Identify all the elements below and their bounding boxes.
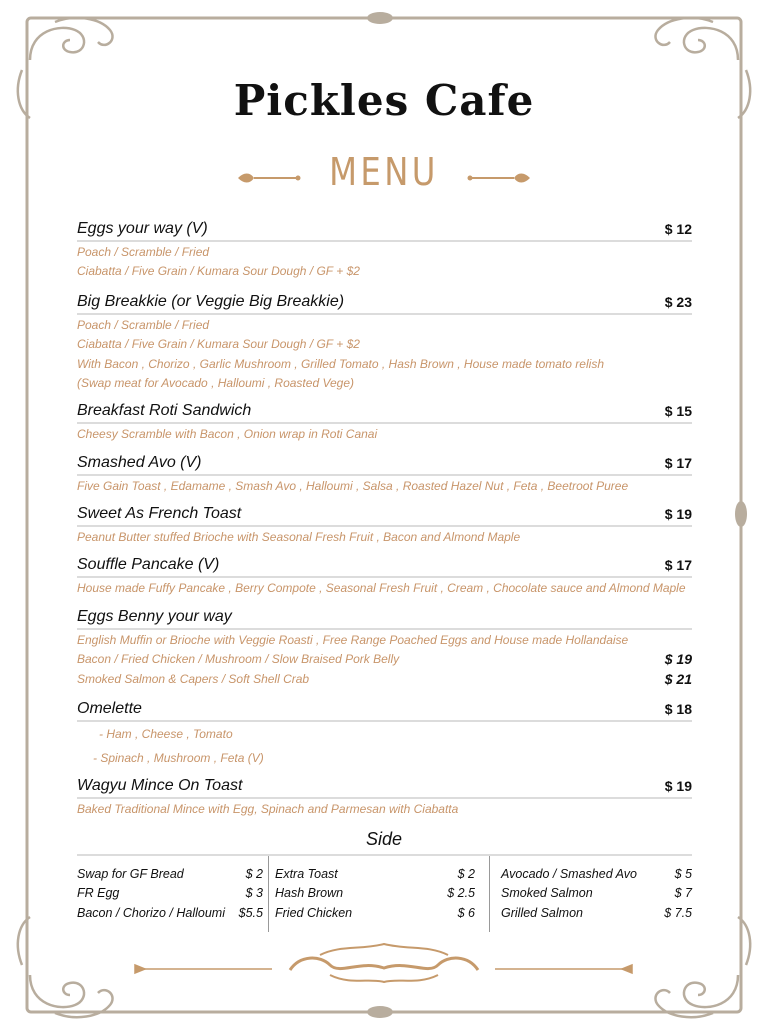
description-text: Poach / Scramble / Fried [77, 244, 210, 259]
description-text: Bacon / Fried Chicken / Mushroom / Slow Braised Pork Belly [77, 652, 400, 667]
item-price: $ 23 [664, 294, 692, 310]
item-name: Souffle Pancake (V) [77, 556, 220, 573]
side-item [275, 903, 475, 923]
side-item-price: $ 2.5 [447, 886, 475, 901]
item-price: $ 15 [664, 403, 692, 419]
side-item-price: $ 7 [674, 886, 692, 901]
side-item-name: Fried Chicken [275, 905, 353, 920]
description-text: Ciabatta / Five Grain / Kumara Sour Dough / GF + $2 [77, 337, 360, 352]
menu-item [77, 606, 692, 689]
side-title: Side [365, 829, 403, 849]
menu-item [77, 503, 692, 547]
side-item-name: Hash Brown [275, 886, 344, 901]
item-name: Big Breakkie (or Veggie Big Breakkie) [77, 293, 345, 310]
side-item-price: $ 2 [457, 866, 475, 881]
item-header [77, 698, 692, 722]
item-name: Smashed Avo (V) [77, 454, 202, 471]
description-text: - Spinach , Mushroom , Feta (V) [93, 751, 264, 765]
cafe-title: Pickles Cafe [233, 76, 535, 125]
side-item-name: Bacon / Chorizo / Halloumi [77, 905, 225, 920]
side-item-price: $5.5 [238, 905, 263, 920]
item-header [77, 452, 692, 476]
item-name: Breakfast Roti Sandwich [77, 402, 252, 419]
item-description [77, 650, 692, 670]
side-item-price: $ 2 [245, 866, 263, 881]
column-divider [489, 856, 490, 932]
item-description [77, 374, 692, 394]
menu-item [77, 554, 692, 598]
item-header [77, 400, 692, 424]
description-text: - Ham , Cheese , Tomato [99, 727, 233, 741]
item-name: Omelette [77, 700, 142, 717]
description-text: English Muffin or Brioche with Veggie Roasti , Free Range Poached Eggs and House made Hollandaise [77, 632, 629, 647]
description-text: With Bacon , Chorizo , Garlic Mushroom , Grilled Tomato , Hash Brown , House made tomato relish [77, 356, 604, 371]
side-item-name: Swap for GF Bread [77, 866, 184, 881]
menu-item [77, 291, 692, 393]
item-description [77, 799, 692, 819]
item-header [77, 503, 692, 527]
item-description [77, 315, 692, 335]
option-price: $ 19 [664, 651, 692, 668]
item-price: $ 17 [664, 557, 692, 573]
side-item-name: FR Egg [77, 886, 120, 901]
item-price: $ 19 [664, 506, 692, 522]
item-description [77, 630, 692, 650]
right-ornament-icon [466, 170, 532, 186]
side-item [501, 864, 692, 884]
description-text: Baked Traditional Mince with Egg, Spinach and Parmesan with Ciabatta [77, 801, 459, 816]
side-item [275, 884, 475, 904]
side-item-price: $ 7.5 [664, 905, 692, 920]
description-text: Ciabatta / Five Grain / Kumara Sour Dough / GF + $2 [77, 264, 360, 279]
item-description [77, 722, 692, 746]
item-description [77, 335, 692, 355]
side-item-price: $ 5 [674, 866, 692, 881]
description-text: Poach / Scramble / Fried [77, 317, 210, 332]
item-name: Eggs Benny your way [77, 608, 232, 625]
item-header [77, 218, 692, 242]
menu-item [77, 400, 692, 444]
item-header [77, 606, 692, 630]
description-text: Cheesy Scramble with Bacon , Onion wrap in Roti Canai [77, 426, 378, 441]
item-price: $ 18 [664, 701, 692, 717]
side-item-name: Extra Toast [275, 866, 338, 881]
side-item-price: $ 3 [245, 886, 263, 901]
side-divider [77, 854, 692, 856]
description-text: (Swap meat for Avocado , Halloumi , Roasted Vege) [77, 376, 355, 391]
side-column [77, 864, 263, 923]
menu-item [77, 452, 692, 496]
side-item-price: $ 6 [457, 905, 475, 920]
menu-item [77, 775, 692, 819]
item-description [77, 242, 692, 262]
item-header [77, 291, 692, 315]
side-column [275, 864, 475, 923]
item-description [77, 578, 692, 598]
menu-item [77, 698, 692, 770]
item-price: $ 19 [664, 778, 692, 794]
column-divider [268, 856, 269, 932]
side-column [501, 864, 692, 923]
description-text: House made Fuffy Pancake , Berry Compote , Seasonal Fresh Fruit , Cream , Chocolate sauce and Almond Maple [77, 580, 686, 595]
item-price: $ 17 [664, 455, 692, 471]
side-item [77, 884, 263, 904]
side-item [501, 903, 692, 923]
item-name: Wagyu Mince On Toast [77, 777, 243, 794]
side-item [77, 864, 263, 884]
description-text: Peanut Butter stuffed Brioche with Seasonal Fresh Fruit , Bacon and Almond Maple [77, 529, 521, 544]
side-item [501, 884, 692, 904]
side-item [275, 864, 475, 884]
item-header [77, 775, 692, 799]
description-text: Five Gain Toast , Edamame , Smash Avo , Halloumi , Salsa , Roasted Hazel Nut , Feta , Beetroot Puree [77, 478, 629, 493]
item-price: $ 12 [664, 221, 692, 237]
side-item [77, 903, 263, 923]
item-description [77, 354, 692, 374]
item-description [77, 527, 692, 547]
side-item-name: Smoked Salmon [501, 886, 593, 901]
menu-heading: MENU [329, 150, 439, 194]
item-description [77, 669, 692, 689]
description-text: Smoked Salmon & Capers / Soft Shell Crab [77, 671, 310, 686]
side-item-name: Grilled Salmon [501, 905, 583, 920]
item-description [77, 424, 692, 444]
bottom-ornament-icon [135, 944, 632, 982]
item-description [77, 262, 692, 282]
item-name: Sweet As French Toast [77, 505, 242, 522]
side-item-name: Avocado / Smashed Avo [501, 866, 637, 881]
item-description [77, 476, 692, 496]
item-header [77, 554, 692, 578]
option-price: $ 21 [664, 670, 692, 687]
menu-item [77, 218, 692, 281]
item-name: Eggs your way (V) [77, 220, 208, 237]
item-description [77, 746, 692, 770]
